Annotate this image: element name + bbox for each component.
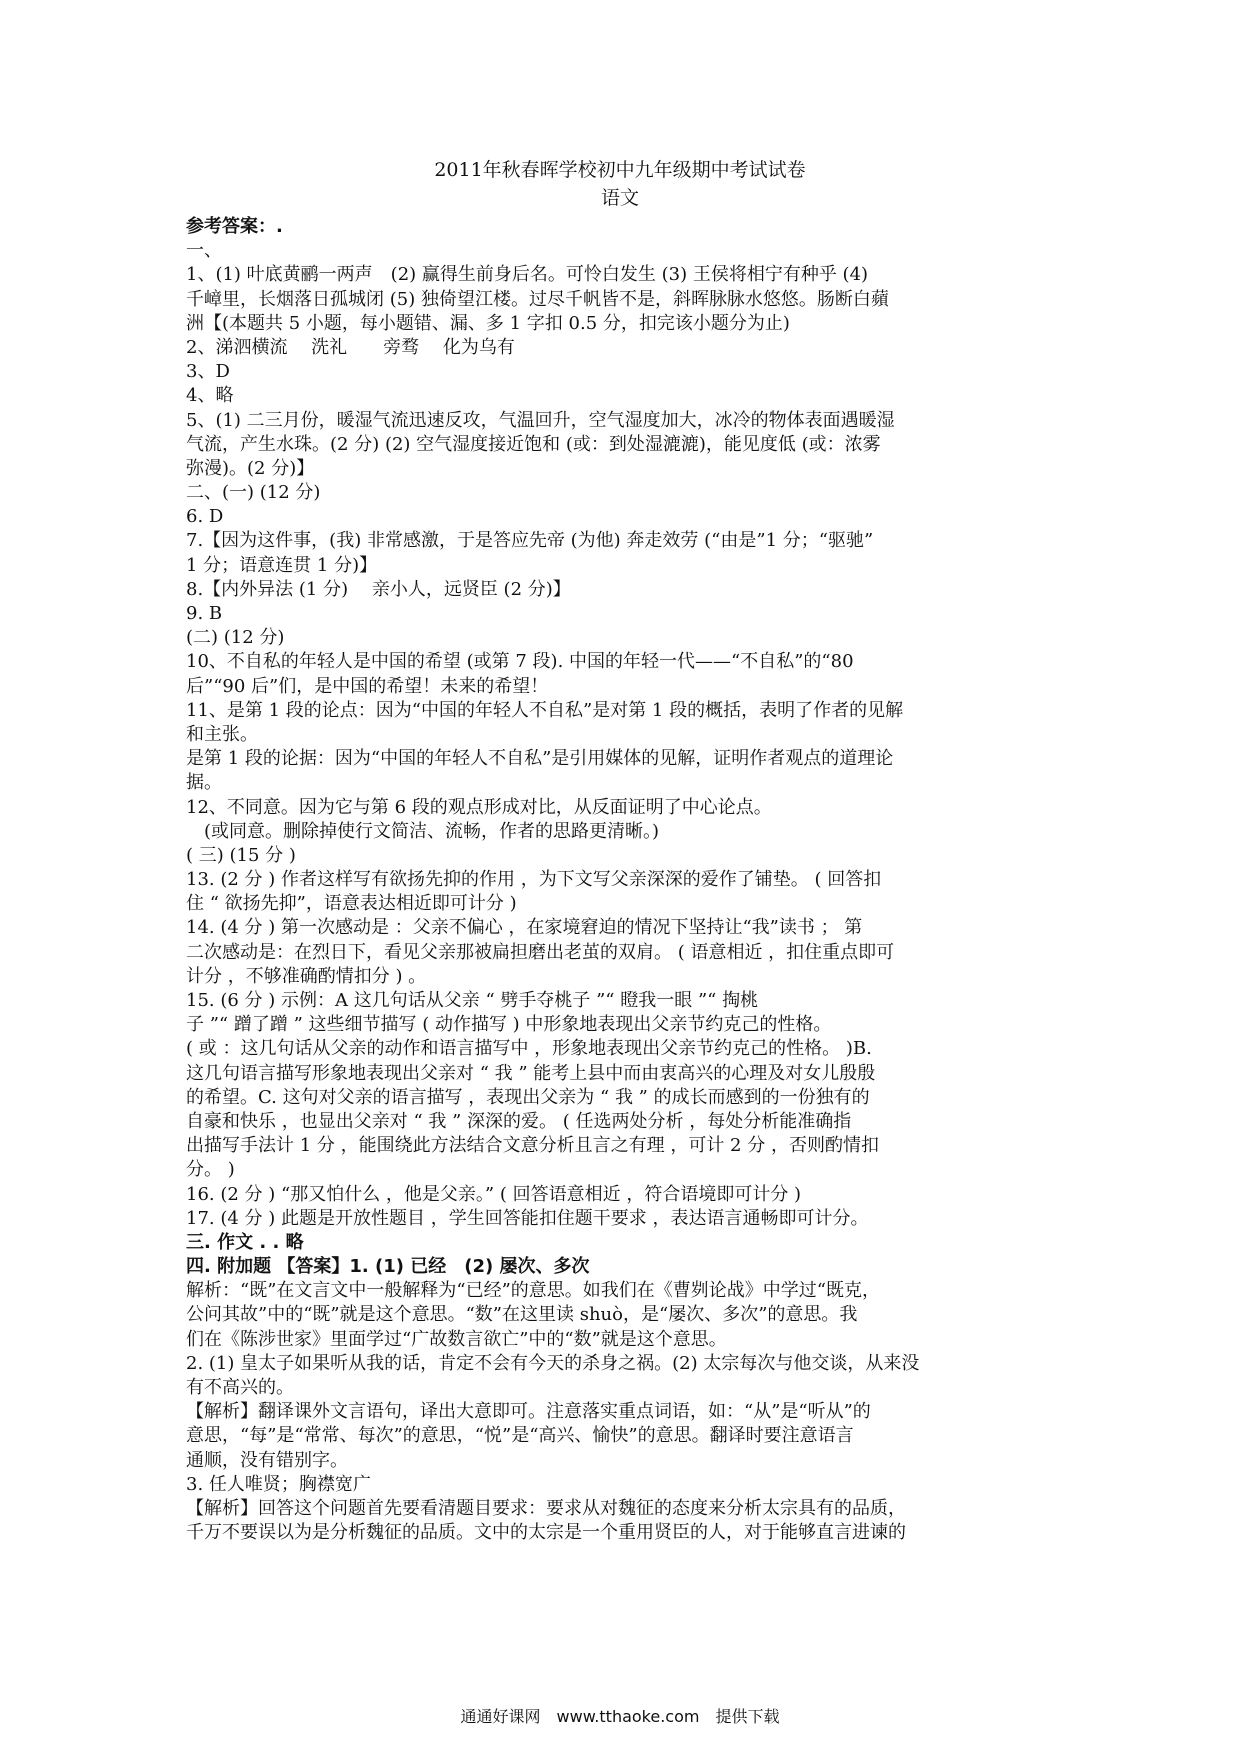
- text-line: 2. (1) 皇太子如果听从我的话，肯定不会有今天的杀身之祸。(2) 太宗每次与他交谈，从来没: [186, 1352, 920, 1374]
- text-line: 二、(一) (12 分): [186, 482, 321, 504]
- text-line: 10、不自私的年轻人是中国的希望 (或第 7 段). 中国的年轻一代——“不自私”的“80: [186, 651, 854, 673]
- text-line: 9. B: [186, 603, 223, 624]
- text-line: 7.【因为这件事，(我) 非常感激，于是答应先帝 (为他) 奔走效劳 (“由是”1 分；“驱驰”: [186, 530, 874, 552]
- text-line: 16. (2 分 ) “那又怕什么 ，他是父亲。” ( 回答语意相近 ，符合语境即可计分 ): [186, 1183, 802, 1205]
- text-line: 5、(1) 二三月份，暖湿气流迅速反攻，气温回升，空气湿度加大，冰冷的物体表面遇暖湿: [186, 409, 895, 431]
- text-line: 据。: [186, 772, 222, 794]
- text-line: 是第 1 段的论据：因为“中国的年轻人不自私”是引用媒体的见解，证明作者观点的道理论: [186, 748, 894, 770]
- text-line: 弥漫)。(2 分)】: [186, 457, 315, 479]
- text-line: 自豪和快乐 ，也显出父亲对 “ 我 ” 深深的爱。 ( 任选两处分析 ，每处分析能准确指: [186, 1110, 852, 1132]
- text-line: 意思，“每”是“常常、每次”的意思，“悦”是“高兴、愉快”的意思。翻译时要注意语言: [186, 1425, 854, 1447]
- text-line: 公问其故”中的“既”就是这个意思。“数”在这里读 shuò，是“屡次、多次”的意思。我: [186, 1304, 858, 1326]
- answer-body: [186, 215, 1052, 1545]
- text-line: 后”“90 后”们，是中国的希望！未来的希望！: [186, 675, 549, 697]
- text-line: 千万不要误以为是分析魏征的品质。文中的太宗是一个重用贤臣的人，对于能够直言进谏的: [186, 1522, 906, 1544]
- text-line: 13. (2 分 ) 作者这样写有欲扬先抑的作用 ，为下文写父亲深深的爱作了铺垫。 ( 回答扣: [186, 869, 882, 891]
- text-line: 四. 附加题 【答案】1. (1) 已经 (2) 屡次、多次: [186, 1256, 590, 1278]
- text-line: 通顺，没有错别字。: [186, 1449, 348, 1471]
- text-line: 6. D: [186, 506, 224, 528]
- text-line: 一、: [186, 240, 222, 262]
- text-line: 3. 任人唯贤；胸襟宽广: [186, 1473, 371, 1495]
- text-line: 1 分；语意连贯 1 分)】: [186, 554, 378, 576]
- text-line: 3、D: [186, 361, 230, 383]
- text-line: 12、不同意。因为它与第 6 段的观点形成对比，从反面证明了中心论点。: [186, 796, 772, 818]
- text-line: 17. (4 分 ) 此题是开放性题目 ，学生回答能扣住题干要求 ，表达语言通畅即可计分。: [186, 1207, 869, 1229]
- text-line: 和主张。: [186, 723, 258, 745]
- text-line: 分。 ): [186, 1159, 235, 1181]
- text-line: 【解析】翻译课外文言语句，译出大意即可。注意落实重点词语，如：“从”是“听从”的: [186, 1401, 871, 1423]
- subject-title: 语文: [600, 187, 639, 209]
- text-line: 气流，产生水珠。(2 分) (2) 空气湿度接近饱和 (或：到处湿漉漉)，能见度低 (或：浓雾: [186, 433, 881, 455]
- text-line: 二次感动是：在烈日下，看见父亲那被扁担磨出老茧的双肩。 ( 语意相近 ，扣住重点即可: [186, 941, 895, 963]
- text-line: 11、是第 1 段的论点：因为“中国的年轻人不自私”是对第 1 段的概括，表明了作者的见解: [186, 699, 904, 721]
- text-line: (或同意。删除掉使行文简洁、流畅，作者的思路更清晰。): [186, 820, 660, 842]
- text-line: 计分 ，不够准确酌情扣分 ) 。: [186, 965, 427, 987]
- text-line: 这几句语言描写形象地表现出父亲对 “ 我 ” 能考上县中而由衷高兴的心理及对女儿殷殷: [186, 1062, 876, 1084]
- text-line: 千嶂里，长烟落日孤城闭 (5) 独倚望江楼。过尽千帆皆不是，斜晖脉脉水悠悠。肠断白蘋: [186, 288, 889, 310]
- text-line: 14. (4 分 ) 第一次感动是 ：父亲不偏心 ，在家境窘迫的情况下坚持让“我”读书 ； 第: [186, 917, 863, 939]
- text-line: 洲【(本题共 5 小题，每小题错、漏、多 1 字扣 0.5 分，扣完该小题分为止): [186, 312, 790, 334]
- text-line: 2、涕泗横流 洗礼 旁骛 化为乌有: [186, 336, 515, 358]
- text-line: 【解析】回答这个问题首先要看清题目要求：要求从对魏征的态度来分析太宗具有的品质，: [186, 1497, 906, 1519]
- text-line: 们在《陈涉世家》里面学过“广故数言欲亡”中的“数”就是这个意思。: [186, 1328, 727, 1350]
- text-line: 的希望。C. 这句对父亲的语言描写 ，表现出父亲为 “ 我 ” 的成长而感到的一份独有的: [186, 1086, 870, 1108]
- text-line: 出描写手法计 1 分 ，能围绕此方法结合文意分析且言之有理 ，可计 2 分 ，否则酌情扣: [186, 1135, 879, 1157]
- text-line: 参考答案：.: [186, 216, 283, 237]
- footer-text: 通通好课网 www.tthaoke.com 提供下载: [460, 1707, 780, 1726]
- text-line: 4、略: [186, 385, 234, 407]
- text-line: 解析：“既”在文言文中一般解释为“已经”的意思。如我们在《曹刿论战》中学过“既克，: [186, 1280, 881, 1302]
- text-line: 15. (6 分 ) 示例：A 这几句话从父亲 “ 劈手夺桃子 ”“ 瞪我一眼 ”“ 掏桃: [186, 990, 759, 1011]
- text-line: 有不高兴的。: [186, 1377, 294, 1398]
- text-line: (二) (12 分): [186, 627, 285, 649]
- text-line: ( 三) (15 分 ): [186, 844, 296, 866]
- text-line: 1、(1) 叶底黄鹂一两声 (2) 赢得生前身后名。可怜白发生 (3) 王侯将相宁有种乎 (4): [186, 264, 869, 286]
- text-line: 住 “ 欲扬先抑”，语意表达相近即可计分 ): [186, 893, 517, 915]
- text-line: 子 ”“ 蹭了蹭 ” 这些细节描写 ( 动作描写 ) 中形象地表现出父亲节约克己的性格。: [186, 1014, 832, 1036]
- text-line: 8.【内外异法 (1 分) 亲小人，远贤臣 (2 分)】: [186, 578, 571, 600]
- document-title: 2011年秋春晖学校初中九年级期中考试试卷: [434, 159, 806, 181]
- text-line: ( 或 ：这几句话从父亲的动作和语言描写中 ，形象地表现出父亲节约克己的性格。 )B.: [186, 1038, 872, 1060]
- text-line: 三. 作文 . . 略: [186, 1231, 304, 1253]
